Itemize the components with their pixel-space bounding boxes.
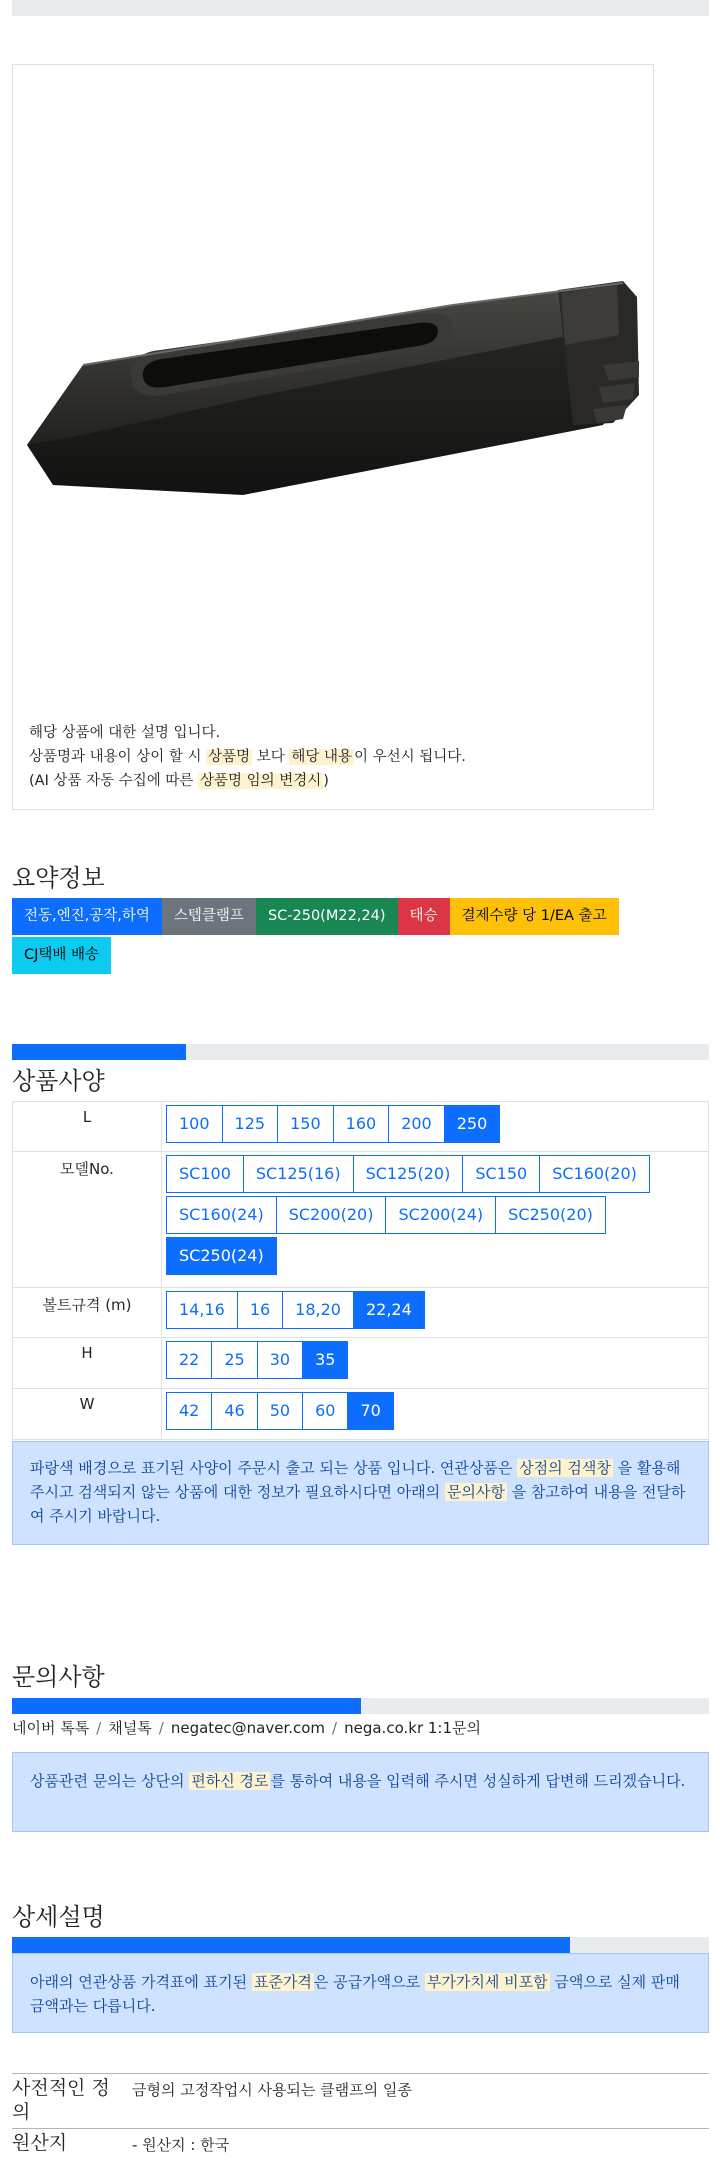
spec-label: L [13, 1102, 162, 1152]
summary-progress [12, 1044, 709, 1060]
link-naver-talk[interactable]: 네이버 톡톡 [12, 1719, 90, 1737]
summary-badges [12, 898, 709, 976]
spec-label: H [13, 1338, 162, 1389]
spec-row-h [13, 1338, 709, 1389]
detail-alert: 아래의 연관상품 가격표에 표기된 표준가격 은 공급가액으로 부가가치세 비포함 금액으로 실제 판매금액과는 다릅니다. [12, 1953, 709, 2033]
spec-option-selected[interactable]: 22,24 [353, 1291, 425, 1329]
spec-option[interactable]: 18,20 [282, 1291, 354, 1329]
spec-option[interactable]: 60 [302, 1392, 348, 1430]
inquiry-links: 네이버 톡톡 / 채널톡 / negatec@naver.com / nega.co.kr 1:1문의 [12, 1719, 481, 1737]
spec-row-model [13, 1152, 709, 1288]
inquiry-title: 문의사항 [12, 1663, 105, 1691]
spec-options [162, 1389, 709, 1440]
spec-row-w [13, 1389, 709, 1440]
spec-option[interactable]: SC160(24) [166, 1196, 277, 1234]
badge-category: 전동,엔진,공작,하역 [12, 898, 162, 935]
spec-option-selected[interactable]: 70 [347, 1392, 393, 1430]
spec-option[interactable]: SC250(20) [495, 1196, 606, 1234]
spec-option[interactable]: 150 [277, 1105, 334, 1143]
spec-option-selected[interactable]: SC250(24) [166, 1237, 277, 1275]
spec-title: 상품사양 [12, 1067, 105, 1095]
spec-option[interactable]: 30 [257, 1341, 303, 1379]
spec-table [12, 1101, 709, 1440]
spec-option[interactable]: 46 [211, 1392, 257, 1430]
badge-model: SC-250(M22,24) [256, 898, 398, 935]
link-website-inquiry[interactable]: nega.co.kr 1:1문의 [344, 1719, 481, 1737]
spec-option[interactable]: 100 [166, 1105, 223, 1143]
badge-brand: 태승 [398, 898, 450, 935]
notice-line-1: 해당 상품에 대한 설명 입니다. [29, 725, 221, 741]
spec-option[interactable]: 42 [166, 1392, 212, 1430]
spec-option[interactable]: 22 [166, 1341, 212, 1379]
summary-title: 요약정보 [12, 864, 105, 892]
spec-row-bolt [13, 1288, 709, 1338]
product-image-card [12, 64, 654, 810]
badge-shipping: CJ택배 배송 [12, 937, 111, 974]
spec-options [162, 1288, 709, 1338]
spec-option[interactable]: SC125(16) [243, 1155, 354, 1193]
badge-product-type: 스텝클램프 [162, 898, 256, 935]
spec-label: 볼트규격 (m) [13, 1288, 162, 1338]
spec-row-l [13, 1102, 709, 1152]
spec-option[interactable]: 14,16 [166, 1291, 238, 1329]
detail-key: 사전적인 정의 [12, 2077, 110, 2123]
spec-option[interactable]: SC150 [462, 1155, 540, 1193]
detail-key: 원산지 [12, 2132, 68, 2154]
spec-options [162, 1338, 709, 1389]
detail-title: 상세설명 [12, 1903, 105, 1931]
detail-row-origin [12, 2128, 709, 2162]
spec-options [162, 1102, 709, 1152]
spec-option-selected[interactable]: 35 [302, 1341, 348, 1379]
detail-value: 금형의 고정작업시 사용되는 클램프의 일종 [132, 2081, 412, 2099]
spec-option[interactable]: SC160(20) [539, 1155, 650, 1193]
spec-options [162, 1152, 709, 1288]
top-bar [12, 0, 709, 16]
detail-row-definition [12, 2073, 709, 2128]
spec-option[interactable]: SC200(20) [276, 1196, 387, 1234]
spec-label: 모델No. [13, 1152, 162, 1288]
notice-line-3: (AI 상품 자동 수집에 따른 상품명 임의 변경시 ) [29, 773, 329, 789]
spec-option[interactable]: 16 [237, 1291, 283, 1329]
detail-value: - 원산지 : 한국 [132, 2136, 230, 2154]
product-notice [29, 721, 466, 793]
link-email[interactable]: negatec@naver.com [170, 1719, 326, 1737]
inquiry-progress [12, 1698, 709, 1714]
badge-quantity: 결제수량 당 1/EA 출고 [450, 898, 619, 935]
spec-option[interactable]: 125 [222, 1105, 279, 1143]
spec-option[interactable]: SC100 [166, 1155, 244, 1193]
spec-label: W [13, 1389, 162, 1440]
spec-option[interactable]: SC200(24) [385, 1196, 496, 1234]
spec-option[interactable]: 50 [257, 1392, 303, 1430]
spec-option[interactable]: 200 [388, 1105, 445, 1143]
link-channel-talk[interactable]: 채널톡 [108, 1719, 152, 1737]
spec-option[interactable]: 160 [333, 1105, 390, 1143]
inquiry-alert: 상품관련 문의는 상단의 편하신 경로 를 통하여 내용을 입력해 주시면 성실하게 답변해 드리겠습니다. [12, 1752, 709, 1832]
detail-progress [12, 1937, 709, 1953]
notice-line-2: 상품명과 내용이 상이 할 시 상품명 보다 해당 내용 이 우선시 됩니다. [29, 749, 466, 765]
spec-alert: 파랑색 배경으로 표기된 사양이 주문시 출고 되는 상품 입니다. 연관상품은 상점의 검색창 을 활용해 주시고 검색되지 않는 상품에 대한 정보가 필요하시다면 아래의 문의사항 을 참고하여 내용을 전달하여 주시기 바랍니다. [12, 1441, 709, 1545]
spec-option[interactable]: 25 [211, 1341, 257, 1379]
step-clamp-image [13, 65, 653, 705]
spec-option[interactable]: SC125(20) [353, 1155, 464, 1193]
spec-option-selected[interactable]: 250 [444, 1105, 501, 1143]
